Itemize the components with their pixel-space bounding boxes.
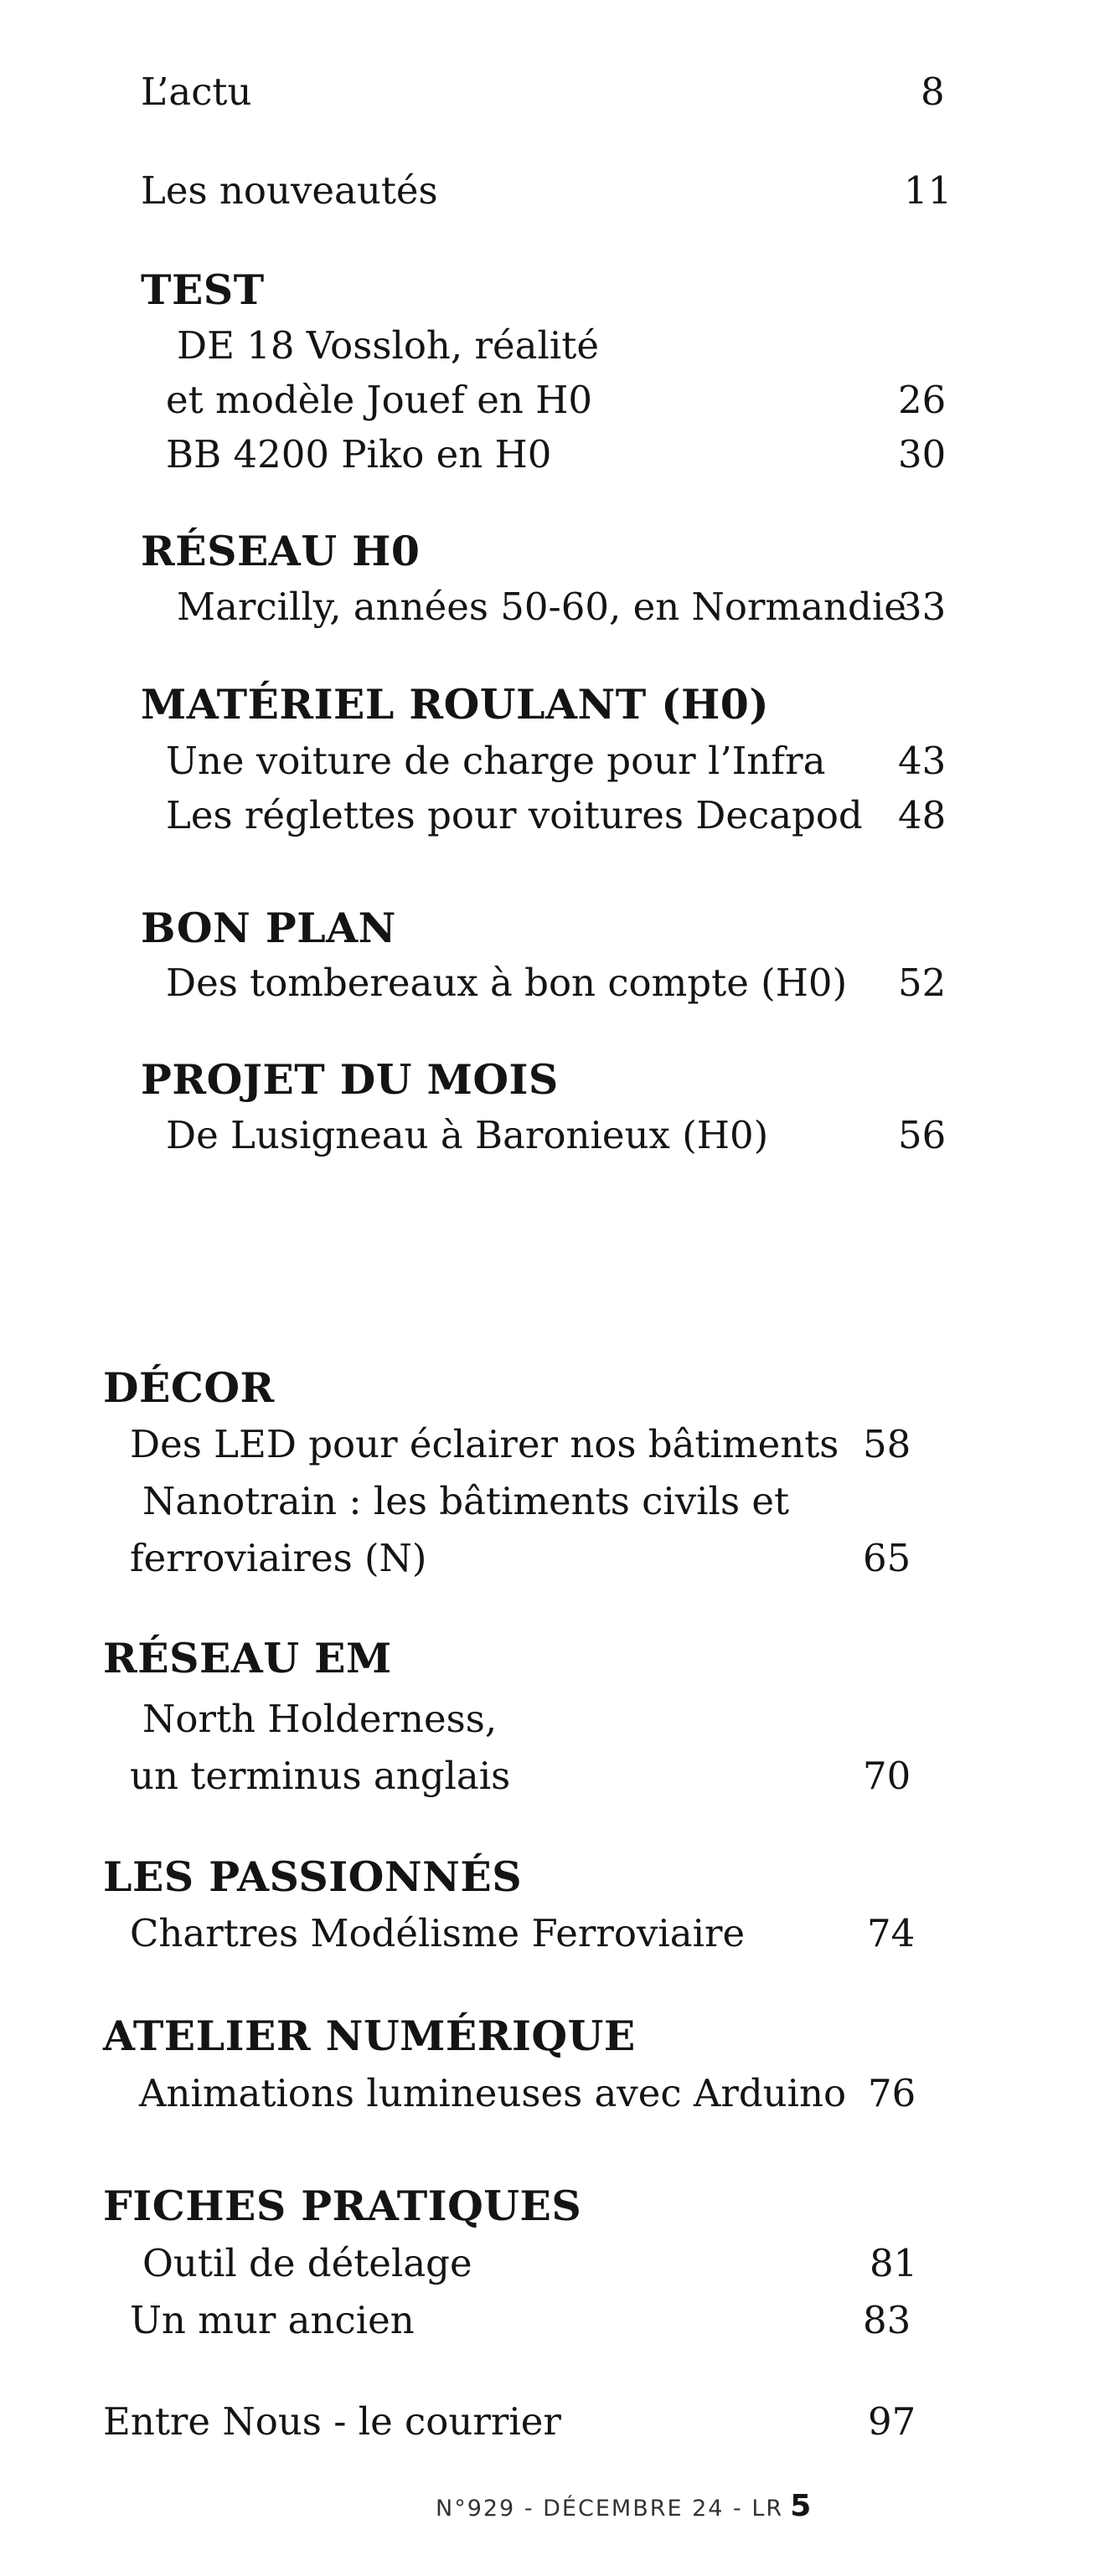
section-heading-materiel: MATÉRIEL ROULANT (H0) [141,680,770,729]
section-heading-test: TEST [141,265,265,314]
toc-item-marcilly: Marcilly, années 50-60, en Normandie [177,585,906,629]
toc-item-led: Des LED pour éclairer nos bâtiments [130,1422,839,1466]
toc-item-lusigneau: De Lusigneau à Baronieux (H0) [166,1113,769,1157]
toc-item-arduino-page: 76 [868,2071,916,2115]
toc-entry-actu-title: L’actu [141,70,252,114]
toc-item-tombereaux: Des tombereaux à bon compte (H0) [166,961,848,1005]
toc-item-led-page: 58 [863,1422,911,1466]
toc-item-mur-ancien: Un mur ancien [130,2298,415,2342]
toc-item-chartres: Chartres Modélisme Ferroviaire [130,1911,746,1955]
toc-item-voiture-charge: Une voiture de charge pour l’Infra [166,739,826,783]
page-footer [436,2489,811,2523]
toc-entry-nouveautes-page: 11 [904,168,952,213]
toc-item-arduino: Animations lumineuses avec Arduino [139,2071,847,2115]
toc-item-holderness-line1: North Holderness, [142,1697,498,1741]
section-heading-decor: DÉCOR [103,1363,275,1412]
toc-item-nanotrain-line1: Nanotrain : les bâtiments civils et [142,1479,790,1523]
section-heading-reseau-em: RÉSEAU EM [103,1634,392,1682]
toc-entry-entre-nous-title: Entre Nous - le courrier [103,2399,561,2444]
toc-entry-nouveautes-title: Les nouveautés [141,168,438,213]
toc-item-de18-page: 26 [898,378,947,422]
section-heading-atelier: ATELIER NUMÉRIQUE [103,2012,636,2060]
section-heading-bon-plan: BON PLAN [141,904,396,952]
toc-item-marcilly-page: 33 [898,585,947,629]
toc-item-nanotrain-page: 65 [863,1536,911,1580]
toc-item-bb4200: BB 4200 Piko en H0 [166,432,552,477]
toc-item-de18-line1: DE 18 Vossloh, réalité [177,323,599,368]
toc-item-holderness-page: 70 [863,1754,911,1798]
section-heading-passionnes: LES PASSIONNÉS [103,1852,523,1901]
toc-item-reglettes: Les réglettes pour voitures Decapod [166,793,863,837]
toc-item-detelage-page: 81 [870,2241,918,2285]
toc-entry-entre-nous-page: 97 [868,2399,916,2444]
toc-item-nanotrain-line2: ferroviaires (N) [130,1536,427,1580]
section-heading-projet: PROJET DU MOIS [141,1055,559,1104]
footer-issue: N°929 - DÉCEMBRE 24 - LR [436,2496,784,2522]
section-heading-fiches: FICHES PRATIQUES [103,2182,582,2230]
footer-page-number: 5 [790,2489,812,2523]
toc-item-lusigneau-page: 56 [898,1113,947,1157]
toc-item-voiture-charge-page: 43 [898,739,947,783]
toc-item-bb4200-page: 30 [898,432,947,477]
toc-item-de18-line2: et modèle Jouef en H0 [166,378,593,422]
toc-item-detelage: Outil de dételage [142,2241,472,2285]
section-heading-reseau-h0: RÉSEAU H0 [141,527,421,575]
toc-item-reglettes-page: 48 [898,793,947,837]
toc-item-mur-ancien-page: 83 [863,2298,911,2342]
toc-item-tombereaux-page: 52 [898,961,947,1005]
toc-item-chartres-page: 74 [867,1911,916,1955]
toc-entry-actu-page: 8 [921,70,945,114]
toc-item-holderness-line2: un terminus anglais [130,1754,511,1798]
